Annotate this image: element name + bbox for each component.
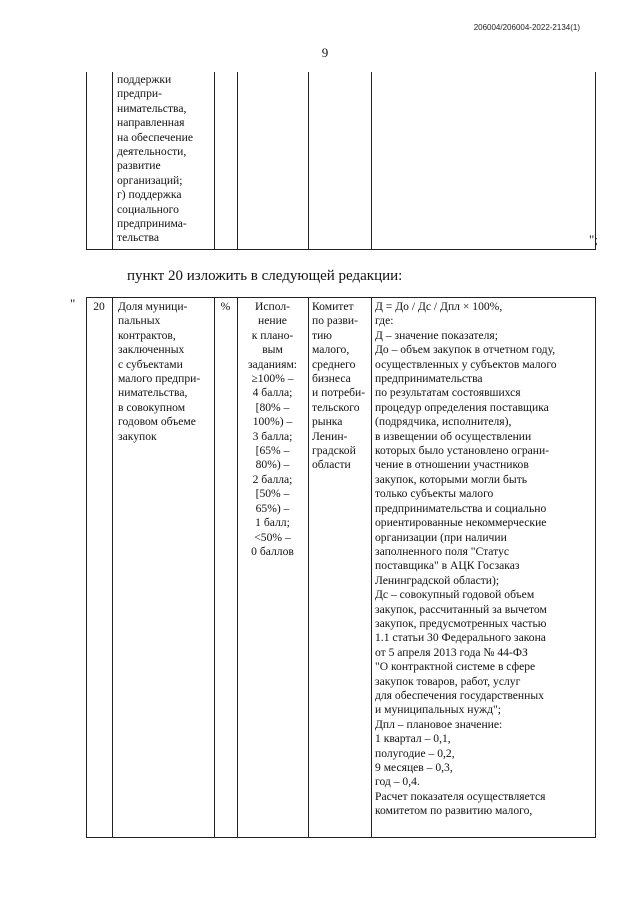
formula-text-line: закупок товаров, работ, услуг: [375, 674, 521, 688]
activity-text-line: развитие: [117, 159, 161, 173]
formula-text-line: 1 квартал – 0,1,: [375, 732, 451, 746]
formula-text-line: и муниципальных нужд";: [375, 703, 501, 717]
formula-text-line: (подрядчика, исполнителя),: [375, 415, 512, 429]
scoring-text-line: 4 балла;: [252, 386, 293, 400]
indicator-text-line: с субъектами: [118, 357, 183, 371]
opening-quote: ": [70, 296, 76, 311]
formula-cell: [375, 300, 557, 819]
unit-cell: %: [220, 300, 231, 313]
formula-text-line: ориентированные некоммерческие: [375, 516, 547, 530]
formula-text-line: предпринимательства и социально: [375, 501, 547, 515]
scoring-text-line: 3 балла;: [252, 429, 293, 443]
indicator-text-line: закупок: [118, 429, 157, 443]
formula-text-line: год – 0,4.: [375, 775, 420, 789]
indicator-text-line: годовом объеме: [118, 415, 196, 429]
scoring-text-line: нение: [258, 314, 287, 328]
formula-text-line: 1.1 статьи 30 Федерального закона: [375, 631, 546, 645]
amendment-instruction: пункт 20 изложить в следующей редакции:: [127, 268, 403, 284]
indicator-name-cell: [118, 300, 200, 444]
scoring-text-line: 80%) –: [255, 458, 290, 472]
activity-text-line: г) поддержка: [117, 188, 182, 202]
page-number: 9: [321, 45, 329, 60]
indicator-text-line: заключенных: [118, 343, 185, 357]
scoring-text-line: [80% –: [255, 400, 290, 414]
scoring-text-line: [65% –: [255, 444, 290, 458]
responsible-text-line: рынка: [312, 415, 343, 429]
formula-text-line: закупок, рассчитанный за вычетом: [375, 602, 547, 616]
responsible-text-line: Комитет: [312, 300, 354, 313]
scoring-cell: [237, 300, 308, 559]
responsible-text-line: области: [312, 458, 351, 472]
scoring-text-line: 65%) –: [255, 501, 290, 515]
responsible-text-line: бизнеса: [312, 372, 351, 386]
responsible-text-line: градской: [312, 444, 356, 458]
formula-text-line: Расчет показателя осуществляется: [375, 789, 546, 803]
closing-quote: ";: [589, 232, 598, 247]
formula-text-line: где:: [375, 314, 394, 328]
formula-text-line: по результатам состоявшихся: [375, 386, 521, 400]
formula-text-line: заполненного поля "Статус: [375, 544, 510, 558]
indicator-text-line: пальных: [118, 314, 161, 328]
scoring-text-line: Испол-: [254, 300, 290, 313]
indicator-text-line: контрактов,: [118, 328, 176, 342]
scoring-text-line: 0 баллов: [251, 544, 294, 558]
formula-text-line: в извещении об осуществлении: [375, 429, 532, 443]
scoring-text-line: <50% –: [254, 530, 291, 544]
activity-text-line: на обеспечение: [117, 130, 193, 144]
formula-text-line: полугодие – 0,2,: [375, 746, 455, 760]
formula-text-line: чение в отношении участников: [375, 458, 529, 472]
activity-text-line: предпринима-: [117, 217, 187, 231]
row-number: 20: [93, 300, 105, 313]
formula-text-line: Д = До / Дс / Дпл × 100%,: [375, 300, 503, 313]
formula-text-line: До – объем закупок в отчетном году,: [375, 343, 556, 357]
responsible-text-line: и потреби-: [312, 386, 366, 400]
formula-text-line: Дс – совокупный годовой объем: [375, 588, 535, 602]
formula-text-line: которых было установлено ограни-: [375, 444, 550, 458]
activity-cell: [117, 73, 193, 246]
activity-text-line: организаций;: [117, 173, 183, 187]
activity-text-line: нимательства,: [117, 101, 187, 115]
activity-text-line: поддержки: [117, 73, 172, 86]
scoring-text-line: заданиям:: [247, 357, 298, 371]
formula-text-line: комитетом по развитию малого,: [375, 804, 533, 818]
activity-text-line: направленная: [117, 116, 185, 130]
document-id: 206004/206004-2022-2134(1): [473, 23, 580, 32]
responsible-text-line: среднего: [312, 357, 356, 371]
indicator-table: [86, 297, 596, 838]
indicator-text-line: Доля муници-: [118, 300, 188, 313]
formula-text-line: процедур определения поставщика: [375, 400, 549, 414]
responsible-text-line: малого,: [312, 343, 350, 357]
formula-text-line: Д – значение показателя;: [375, 328, 498, 342]
formula-text-line: 9 месяцев – 0,3,: [375, 761, 453, 774]
formula-text-line: для обеспечения государственных: [375, 688, 544, 702]
responsible-text-line: Ленин-: [312, 429, 348, 443]
formula-text-line: Ленинградской области);: [375, 573, 500, 587]
activity-text-line: тельства: [117, 231, 159, 245]
responsible-text-line: по разви-: [312, 314, 358, 328]
activity-text-line: предпри-: [117, 87, 162, 101]
activity-text-line: деятельности,: [117, 145, 187, 159]
formula-text-line: организации (при наличии: [375, 530, 507, 544]
scoring-text-line: 2 балла;: [252, 472, 293, 486]
responsible-text-line: тельского: [312, 400, 360, 414]
formula-text-line: закупок, которыми могли быть: [375, 472, 528, 486]
scoring-text-line: к плано-: [251, 328, 294, 342]
scoring-text-line: вым: [262, 343, 283, 357]
indicator-text-line: нимательства,: [118, 386, 188, 400]
formula-text-line: поставщика" в АЦК Госзаказ: [375, 559, 520, 573]
formula-text-line: только субъекты малого: [375, 487, 494, 501]
formula-text-line: "О контрактной системе в сфере: [375, 660, 536, 674]
formula-text-line: Дпл – плановое значение:: [375, 717, 503, 731]
indicator-text-line: в совокупном: [118, 400, 186, 414]
scoring-text-line: 1 балл;: [255, 516, 290, 530]
activity-text-line: социального: [117, 202, 179, 216]
formula-text-line: осуществленных у субъектов малого: [375, 357, 557, 371]
responsible-text-line: тию: [312, 328, 332, 342]
indicator-text-line: малого предпри-: [118, 372, 201, 386]
scoring-text-line: ≥100% –: [251, 372, 294, 386]
formula-text-line: от 5 апреля 2013 года № 44-ФЗ: [375, 645, 528, 659]
formula-text-line: закупок, предусмотренных частью: [375, 616, 547, 630]
formula-text-line: предпринимательства: [375, 372, 483, 386]
scoring-text-line: 100%) –: [252, 415, 293, 429]
scoring-text-line: [50% –: [255, 487, 290, 501]
continuation-table: [86, 72, 596, 250]
responsible-cell: [312, 300, 365, 473]
